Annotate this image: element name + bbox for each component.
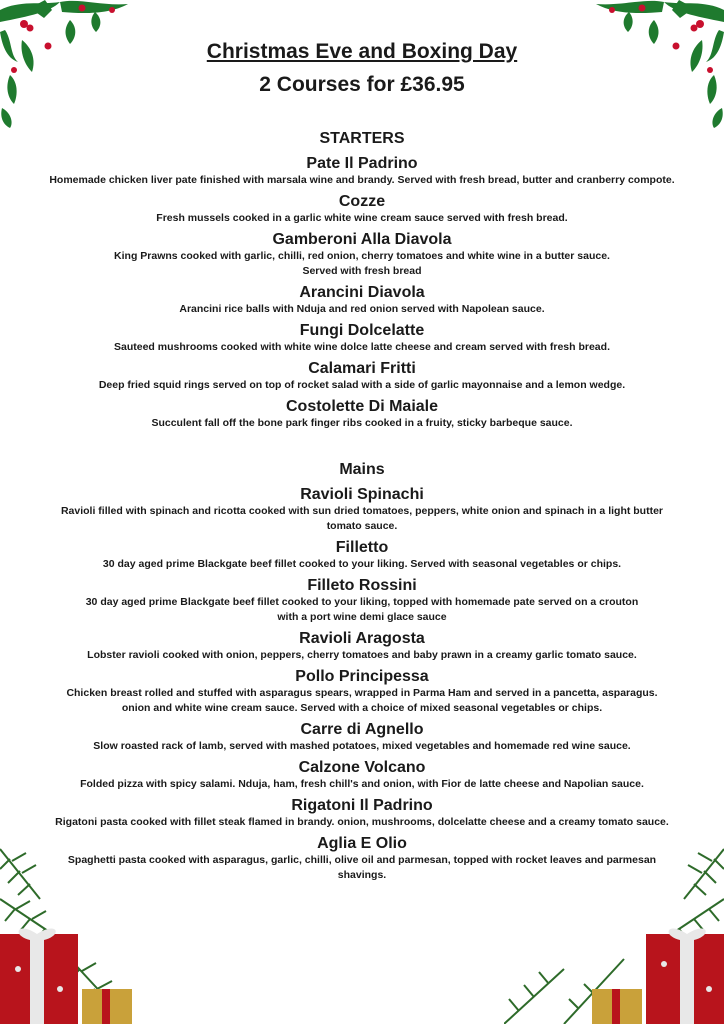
mains-section [0,460,724,883]
dish-name: Cozze [338,193,386,210]
dish-name: Filletto [335,539,389,556]
dish-description-line-2: tomato sauce. [326,520,398,532]
dish-description: Succulent fall off the bone park finger ribs cooked in a fruity, sticky barbeque sauce. [151,417,573,429]
main-item [0,576,724,625]
dish-description: 30 day aged prime Blackgate beef fillet cooked to your liking, topped with homemade pate served on a crouton [85,596,639,608]
dish-name: Carre di Agnello [300,721,424,738]
dish-description: Homemade chicken liver pate finished with marsala wine and brandy. Served with fresh bread, butter and cranberry compote. [49,174,675,186]
dish-name: Ravioli Spinachi [300,486,424,503]
starters-heading: STARTERS [319,130,405,147]
dish-name: Pate Il Padrino [306,155,418,172]
main-item [0,796,724,830]
main-item [0,538,724,572]
dish-name: Calzone Volcano [298,759,426,776]
starter-item [0,321,724,355]
dish-description: Slow roasted rack of lamb, served with mashed potatoes, mixed vegetables and homemade red wine sauce. [93,740,631,752]
main-item [0,629,724,663]
dish-description-line-2: Served with fresh bread [302,265,422,277]
dish-description: Sauteed mushrooms cooked with white wine dolce latte cheese and cream served with fresh bread. [114,341,610,353]
main-item [0,720,724,754]
dish-name: Filleto Rossini [307,577,417,594]
dish-name: Gamberoni Alla Diavola [272,231,452,248]
dish-name: Fungi Dolcelatte [299,322,425,339]
dish-description: Deep fried squid rings served on top of rocket salad with a side of garlic mayonnaise and a lemon wedge. [98,379,626,391]
menu-price: 2 Courses for £36.95 [259,73,465,96]
dish-description: Spaghetti pasta cooked with asparagus, garlic, chilli, olive oil and parmesan, topped with rocket leaves and parmesan [67,854,657,866]
dish-description: Folded pizza with spicy salami. Nduja, ham, fresh chill's and onion, with Fior de latte cheese and Napolian sauce. [80,778,644,790]
dish-name: Arancini Diavola [299,284,425,301]
dish-description: Chicken breast rolled and stuffed with asparagus spears, wrapped in Parma Ham and served in a pancetta, asparagus. [66,687,658,699]
dish-description: Lobster ravioli cooked with onion, peppers, cherry tomatoes and baby prawn in a creamy garlic tomato sauce. [87,649,637,661]
dish-description: Arancini rice balls with Nduja and red onion served with Napolean sauce. [179,303,545,315]
dish-description-line-2: shavings. [337,869,387,881]
starter-item [0,230,724,279]
dish-description: King Prawns cooked with garlic, chilli, red onion, cherry tomatoes and white wine in a butter sauce. [114,250,610,262]
starter-item [0,359,724,393]
starter-item [0,192,724,226]
dish-name: Costolette Di Maiale [285,398,439,415]
dish-name: Pollo Principessa [295,668,429,685]
starters-section [0,129,724,431]
dish-name: Aglia E Olio [317,835,407,852]
main-item [0,758,724,792]
dish-name: Ravioli Aragosta [299,630,425,647]
dish-name: Rigatoni Il Padrino [291,797,433,814]
dish-description-line-2: with a port wine demi glace sauce [277,611,447,623]
dish-description: Ravioli filled with spinach and ricotta cooked with sun dried tomatoes, peppers, white onion and spinach in a light butter [60,505,664,517]
main-item [0,485,724,534]
starter-item [0,283,724,317]
dish-description: 30 day aged prime Blackgate beef fillet cooked to your liking. Served with seasonal vegetables or chips. [102,558,622,570]
menu-title: Christmas Eve and Boxing Day [206,40,518,63]
starter-item [0,397,724,431]
dish-description: Fresh mussels cooked in a garlic white wine cream sauce served with fresh bread. [156,212,568,224]
main-item [0,667,724,716]
dish-name: Calamari Fritti [308,360,416,377]
dish-description-line-2: onion and white wine cream sauce. Served with a choice of mixed seasonal vegetables or chips. [121,702,603,714]
starter-item [0,154,724,188]
main-item [0,834,724,883]
mains-heading: Mains [339,461,385,478]
dish-description: Rigatoni pasta cooked with fillet steak flamed in brandy. onion, mushrooms, dolcelatte cheese and a creamy tomato sauce. [55,816,669,828]
